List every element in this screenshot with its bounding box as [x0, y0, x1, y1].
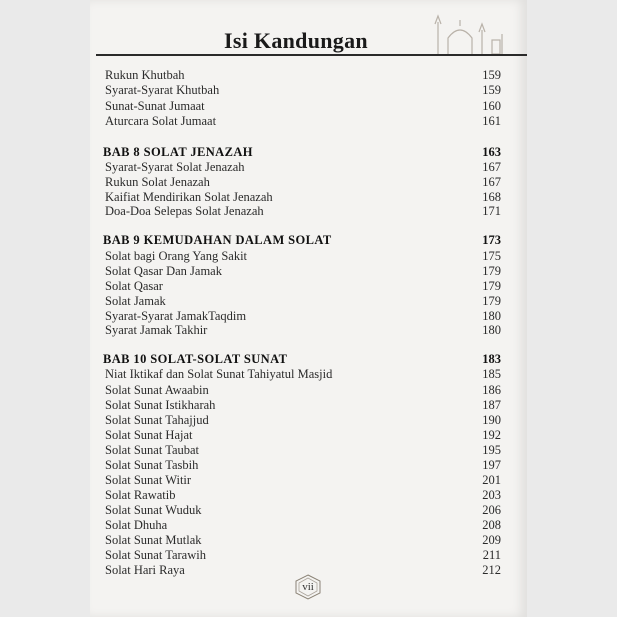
toc-entry-label: Solat Qasar — [105, 279, 163, 293]
toc-entry — [90, 487, 527, 503]
toc-entry — [90, 113, 527, 129]
toc-entry-label: Solat Rawatib — [105, 488, 176, 502]
toc-page-number: 159 — [482, 68, 501, 82]
toc-entry-label: BAB 8 SOLAT JENAZAH — [103, 145, 253, 159]
mosque-icon — [430, 14, 510, 56]
toc-page-number: 160 — [482, 99, 501, 113]
toc-entry — [90, 442, 527, 458]
toc-entry — [90, 248, 527, 264]
toc-entry-label: Solat Sunat Tasbih — [105, 458, 199, 472]
toc-page-number: 185 — [482, 367, 501, 381]
toc-entry — [90, 502, 527, 518]
toc-entry-label: Rukun Solat Jenazah — [105, 175, 210, 189]
chapter-heading — [90, 144, 527, 160]
toc-entry-label: BAB 10 SOLAT-SOLAT SUNAT — [103, 352, 288, 366]
toc-entry — [90, 67, 527, 83]
toc-entry — [90, 174, 527, 190]
toc-page-number: 195 — [482, 443, 501, 457]
toc-page-number: 179 — [482, 279, 501, 293]
toc-entry-label: Solat bagi Orang Yang Sakit — [105, 249, 248, 263]
toc-entry — [90, 159, 527, 175]
toc-page-number: 173 — [482, 233, 501, 247]
toc-entry — [90, 412, 527, 428]
toc-page-number: 180 — [482, 309, 501, 323]
page-title: Isi Kandungan — [224, 28, 368, 53]
toc-entry-label: Solat Sunat Istikharah — [105, 398, 216, 412]
toc-entry-label: Kaifiat Mendirikan Solat Jenazah — [105, 190, 273, 204]
toc-entry — [90, 457, 527, 473]
toc-entry-label: Solat Sunat Mutlak — [105, 533, 202, 547]
toc-entry — [90, 98, 527, 114]
toc-entry-label: Solat Sunat Hajat — [105, 428, 193, 442]
toc-page-number: 201 — [482, 473, 501, 487]
toc-entry — [90, 427, 527, 443]
toc-page-number: 187 — [482, 398, 501, 412]
toc-entry — [90, 322, 527, 338]
toc-entry-label: Solat Hari Raya — [105, 563, 185, 577]
toc-page-number: 211 — [482, 548, 501, 562]
toc-page-number: 192 — [482, 428, 501, 442]
toc-entry-label: Solat Sunat Tarawih — [105, 548, 206, 562]
toc-page-number: 190 — [482, 413, 501, 427]
toc-page-number: 163 — [482, 145, 501, 159]
toc-page-number: 167 — [482, 175, 501, 189]
toc-page-number: 206 — [482, 503, 501, 517]
toc-entry — [90, 366, 527, 382]
page-footer — [290, 574, 326, 600]
toc-entry — [90, 203, 527, 219]
toc-page-number: 180 — [482, 323, 501, 337]
toc-entry — [90, 263, 527, 279]
toc-entry-label: Syarat Jamak Takhir — [105, 323, 208, 337]
toc-entry-label: Solat Sunat Tahajjud — [105, 413, 209, 427]
toc-entry-label: Solat Sunat Taubat — [105, 443, 200, 457]
toc-entry — [90, 532, 527, 548]
toc-page-number: 203 — [482, 488, 501, 502]
toc-entry-label: Doa-Doa Selepas Solat Jenazah — [105, 204, 264, 218]
toc-entry — [90, 278, 527, 294]
page-number: vii — [302, 581, 314, 593]
toc-page-number: 197 — [482, 458, 501, 472]
toc-entry — [90, 397, 527, 413]
toc-page-number: 179 — [482, 294, 501, 308]
toc-entry — [90, 547, 527, 563]
toc-page-number: 183 — [482, 352, 501, 366]
chapter-heading — [90, 232, 527, 248]
toc-entry-label: Syarat-Syarat Solat Jenazah — [105, 160, 245, 174]
toc-entry-label: Aturcara Solat Jumaat — [105, 114, 217, 128]
toc-page-number: 179 — [482, 264, 501, 278]
toc-entry — [90, 382, 527, 398]
toc-entry-label: Solat Jamak — [105, 294, 166, 308]
toc-page-number: 209 — [482, 533, 501, 547]
toc-entry — [90, 82, 527, 98]
toc-page-number: 168 — [482, 190, 501, 204]
toc-entry-label: Solat Dhuha — [105, 518, 168, 532]
toc-entry — [90, 472, 527, 488]
toc-page-number: 212 — [482, 563, 501, 577]
toc-entry — [90, 293, 527, 309]
toc-entry-label: Solat Sunat Witir — [105, 473, 192, 487]
toc-page-number: 186 — [482, 383, 501, 397]
toc-page-number: 159 — [482, 83, 501, 97]
toc-entry — [90, 517, 527, 533]
toc-entry-label: Solat Sunat Wuduk — [105, 503, 202, 517]
header-rule — [96, 54, 527, 56]
toc-entry-label: Sunat-Sunat Jumaat — [105, 99, 205, 113]
toc-page-number: 171 — [482, 204, 501, 218]
page-header — [90, 0, 527, 62]
book-page — [90, 0, 527, 617]
toc-page-number: 175 — [482, 249, 501, 263]
toc-entry-label: Syarat-Syarat JamakTaqdim — [105, 309, 247, 323]
toc-entry-label: Syarat-Syarat Khutbah — [105, 83, 220, 97]
toc-entry-label: BAB 9 KEMUDAHAN DALAM SOLAT — [103, 233, 332, 247]
toc-entry-label: Solat Sunat Awaabin — [105, 383, 209, 397]
toc-page-number: 167 — [482, 160, 501, 174]
toc-page-number: 208 — [482, 518, 501, 532]
toc-page-number: 161 — [482, 114, 501, 128]
toc-entry-label: Solat Qasar Dan Jamak — [105, 264, 222, 278]
chapter-heading — [90, 351, 527, 367]
toc-entry-label: Rukun Khutbah — [105, 68, 185, 82]
toc-entry-label: Niat Iktikaf dan Solat Sunat Tahiyatul Masjid — [105, 367, 333, 381]
